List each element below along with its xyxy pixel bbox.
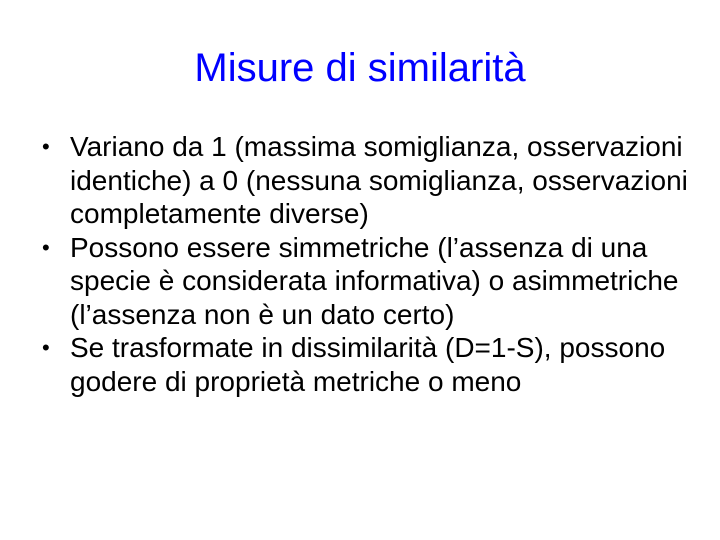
bullet-dot-icon: • bbox=[42, 134, 50, 159]
bullet-item bbox=[40, 331, 690, 398]
bullet-dot-icon: • bbox=[42, 335, 50, 360]
slide-title: Misure di similarità bbox=[194, 46, 526, 90]
bullet-item bbox=[40, 130, 690, 231]
bullet-text: Variano da 1 (massima somiglianza, osservazioni identiche) a 0 (nessuna somiglianza, osservazioni completamente diverse) bbox=[70, 131, 688, 229]
bullet-text: Possono essere simmetriche (l’assenza di una specie è considerata informativa) o asimmetriche (l’assenza non è un dato certo) bbox=[70, 231, 679, 330]
bullet-item bbox=[40, 231, 690, 332]
bullet-list bbox=[40, 130, 690, 398]
bullet-text: Se trasformate in dissimilarità (D=1-S), possono godere di proprietà metriche o meno bbox=[70, 332, 666, 397]
bullet-dot-icon: • bbox=[42, 234, 50, 260]
